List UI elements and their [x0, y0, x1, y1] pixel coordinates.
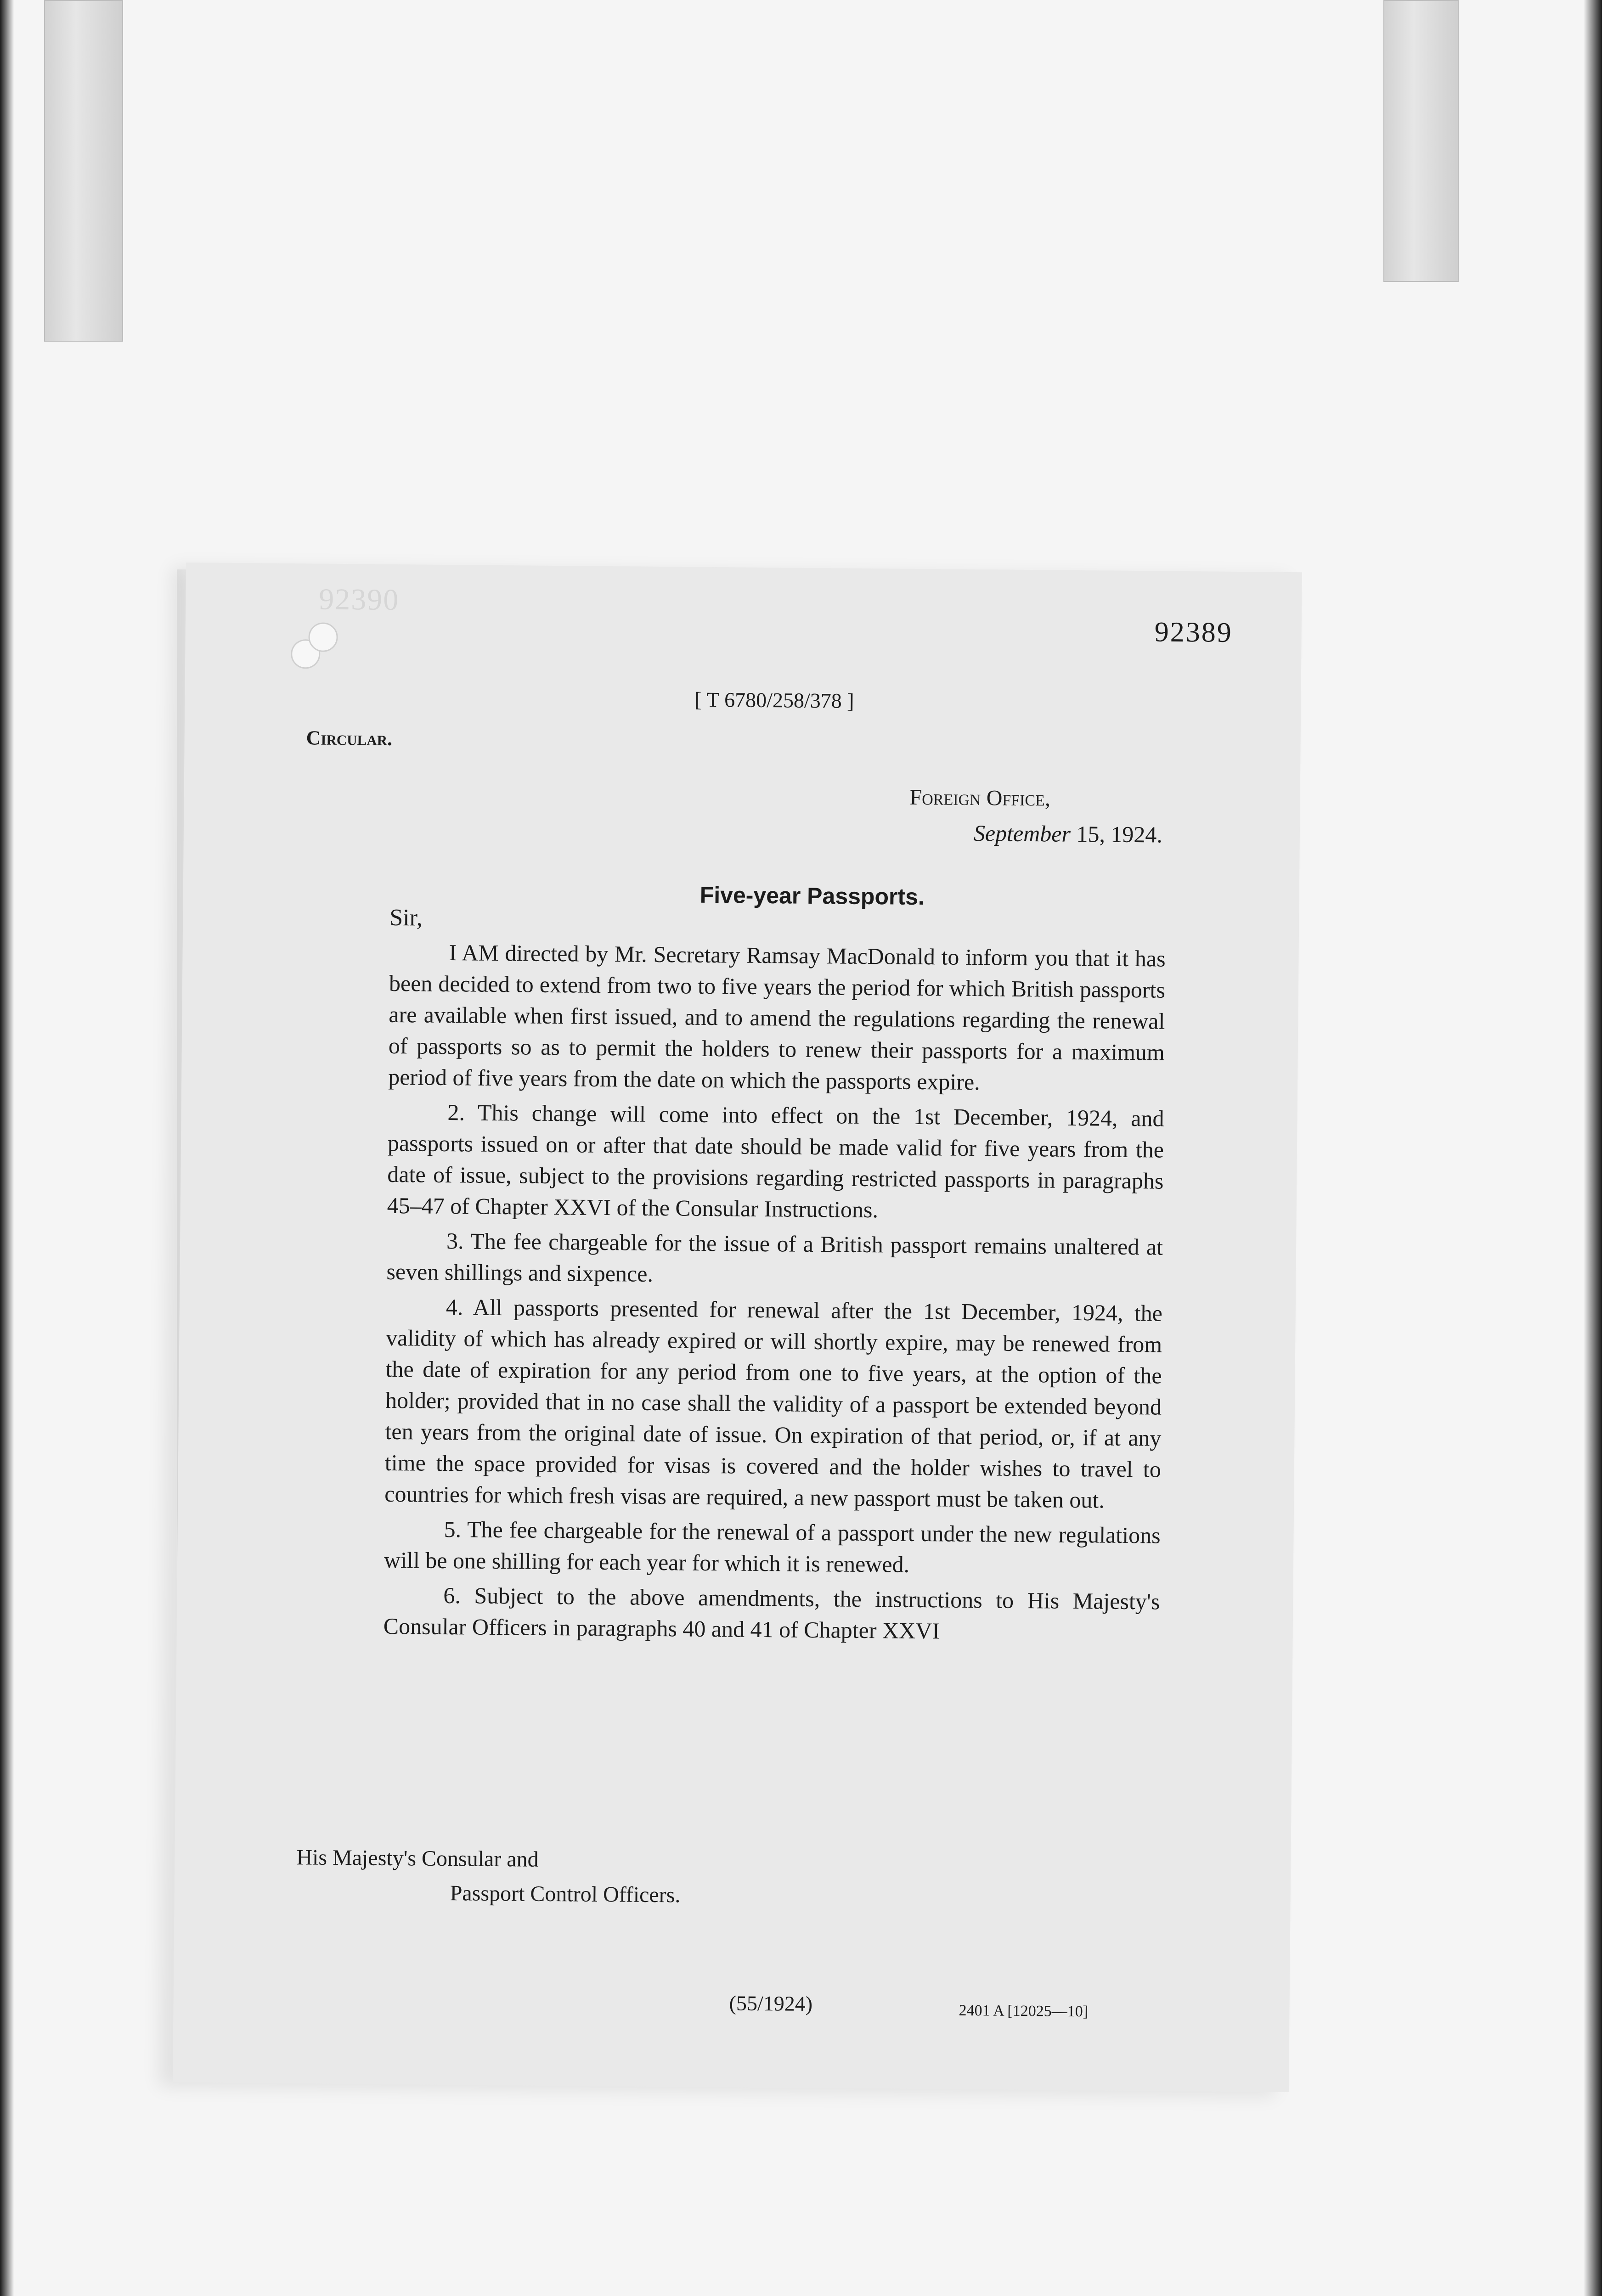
tape-strip	[1383, 0, 1459, 282]
print-reference: 2401 A [12025—10]	[959, 2002, 1089, 2020]
letter-subject: Five-year Passports.	[699, 882, 925, 910]
paragraph: 6. Subject to the above amendments, the instructions to His Majesty's Consular Officers in paragraphs 40 and 41 of Chapter XXVI	[383, 1582, 1160, 1644]
date-day-year: 15, 1924.	[1070, 821, 1163, 848]
scan-edge-right	[1584, 0, 1602, 2296]
salutation: Sir,	[389, 904, 423, 931]
paragraph: 5. The fee chargeable for the renewal of a passport under the new regulations will be one shilling for each year for which it is renewed.	[384, 1516, 1161, 1577]
addressee-line: Passport Control Officers.	[450, 1881, 681, 1908]
form-number: (55/1924)	[729, 1991, 813, 2016]
letter-body	[383, 936, 1165, 1652]
paragraph: 2. This change will come into effect on the 1st December, 1924, and passports issued on or after that date should be made valid for five years from the date of issue, subject to the provisions regarding restricted passports in paragraphs 45–47 of Chapter XXVI of the Consular Instructions.	[387, 1099, 1164, 1223]
scan-edge-left	[0, 0, 14, 2296]
paragraph: I AM directed by Mr. Secretary Ramsay MacDonald to inform you that it has been decided to extend from two to five years the period for which British passports are available when first issued, and to amend the regulations regarding the renewal of passports so as to permit the holders to renew their passports for a maximum period of five years from the date on which the passports expire.	[388, 940, 1166, 1095]
addressee-line: His Majesty's Consular and	[296, 1845, 539, 1872]
document-number: 92389	[1154, 616, 1233, 648]
punch-hole	[308, 622, 338, 652]
file-reference: [ T 6780/258/378 ]	[694, 687, 854, 713]
circular-letter	[173, 563, 1302, 2092]
sender-office: Foreign Office,	[909, 785, 1051, 811]
tape-strip	[44, 0, 123, 342]
paragraph: 4. All passports presented for renewal after the 1st December, 1924, the validity of which has already expired or will shortly expire, may be renewed from the date of expiration for any period from one to five years, at the option of the holder; provided that in no case shall the validity of a passport be extended beyond ten years from the original date of issue. On expiration of that period, or, if at any time the space provided for visas is covered and the holder wishes to travel to countries for which fresh visas are required, a new passport must be taken out.	[384, 1294, 1163, 1513]
circular-label: Circular.	[306, 726, 393, 750]
ghost-document-number: 92390	[318, 582, 400, 617]
date-month: September	[973, 820, 1071, 847]
letter-date	[974, 820, 1163, 848]
paragraph: 3. The fee chargeable for the issue of a British passport remains unaltered at seven shillings and sixpence.	[386, 1228, 1163, 1287]
